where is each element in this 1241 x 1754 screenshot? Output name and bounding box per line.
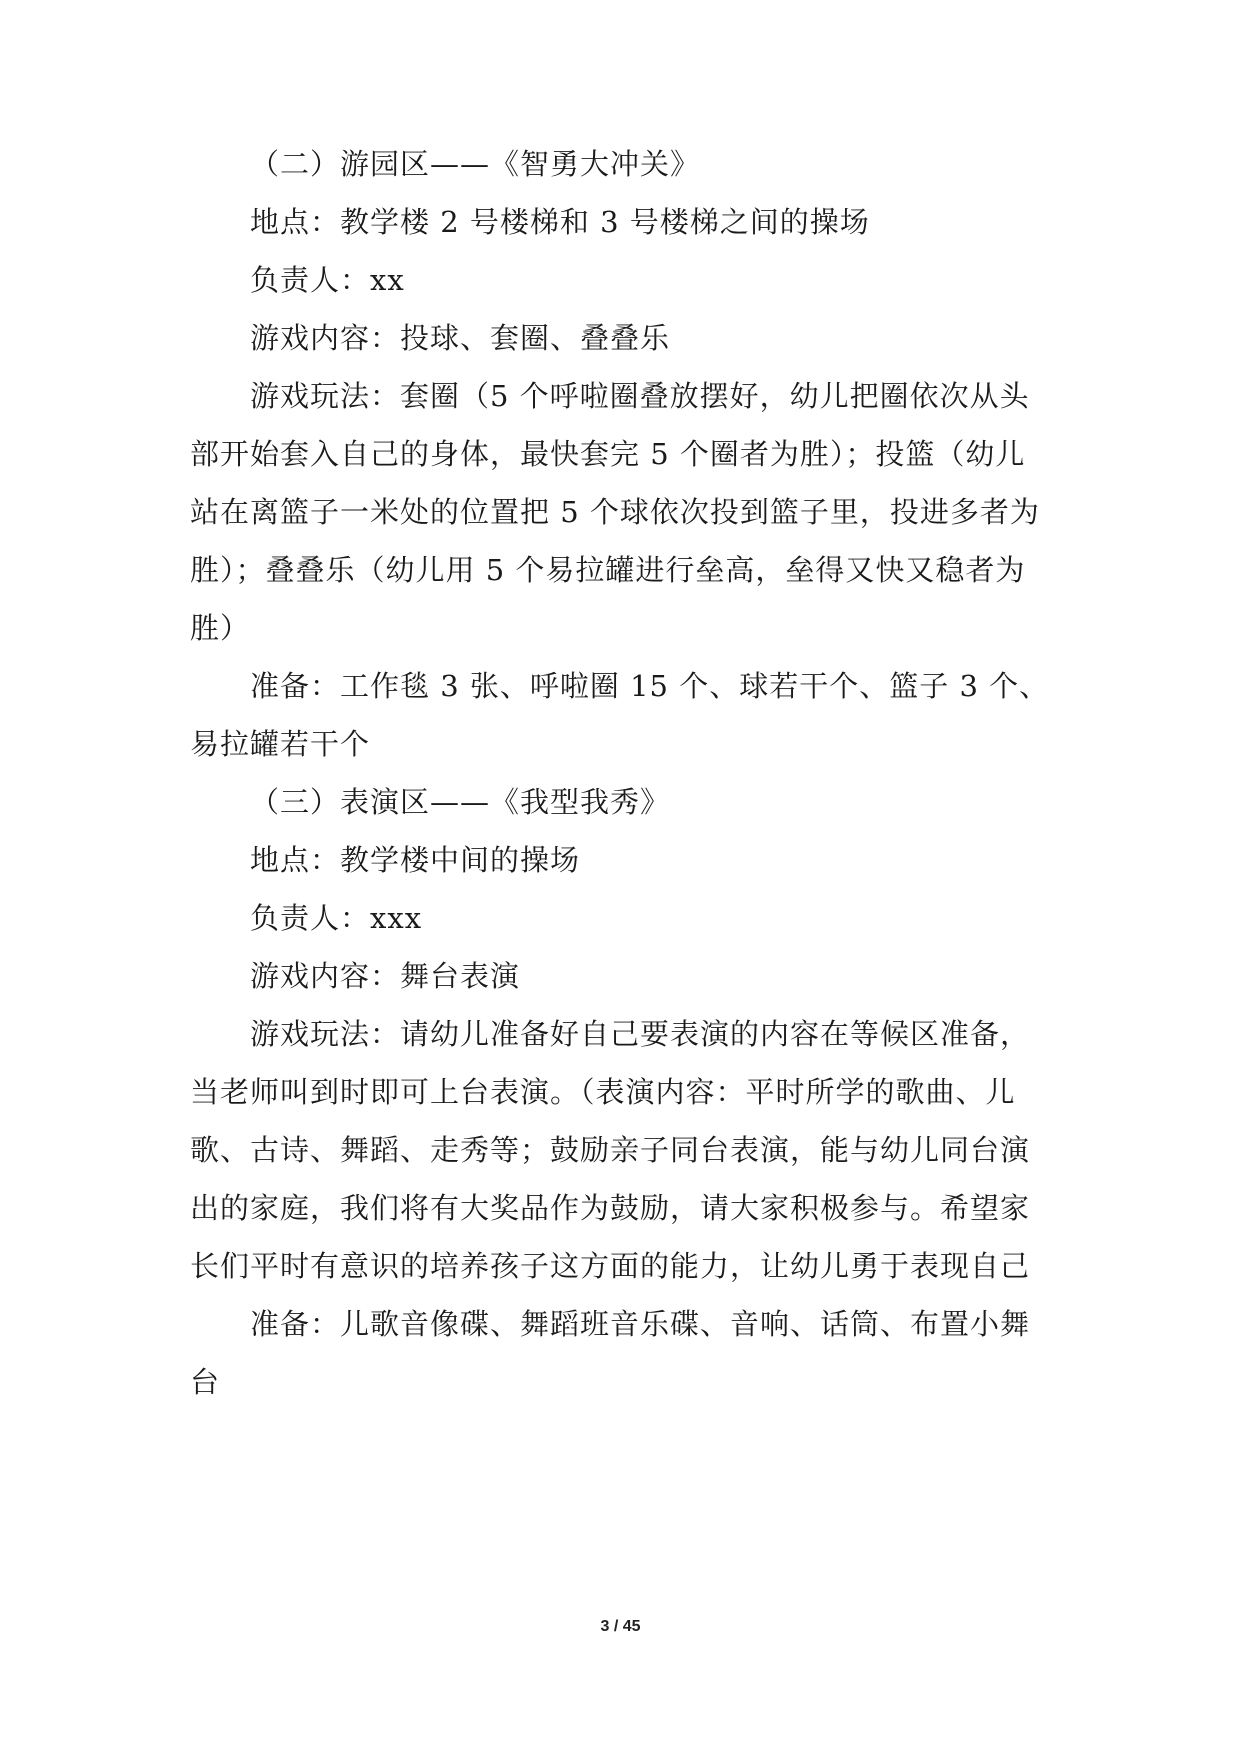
paragraph-line: 长们平时有意识的培养孩子这方面的能力，让幼儿勇于表现自己: [190, 1249, 1031, 1283]
paragraph-line: 游戏玩法：请幼儿准备好自己要表演的内容在等候区准备，: [250, 1017, 1031, 1051]
paragraph-line: 出的家庭，我们将有大奖品作为鼓励，请大家积极参与。希望家: [190, 1191, 1031, 1225]
paragraph-line: 准备：儿歌音像碟、舞蹈班音乐碟、音响、话筒、布置小舞: [250, 1307, 1031, 1341]
paragraph-line: 地点：教学楼 2 号楼梯和 3 号楼梯之间的操场: [250, 205, 870, 239]
paragraph-line: 歌、古诗、舞蹈、走秀等；鼓励亲子同台表演，能与幼儿同台演: [190, 1133, 1031, 1167]
paragraph-line: 部开始套入自己的身体，最快套完 5 个圈者为胜）；投篮（幼儿: [190, 437, 1026, 471]
paragraph-line: 地点：教学楼中间的操场: [250, 843, 581, 877]
paragraph-line: 准备：工作毯 3 张、呼啦圈 15 个、球若干个、篮子 3 个、: [250, 669, 1050, 703]
section-heading-garden: （二）游园区——《智勇大冲关》: [250, 147, 701, 181]
paragraph-line: 游戏内容：投球、套圈、叠叠乐: [250, 321, 671, 355]
paragraph-line: 易拉罐若干个: [190, 727, 371, 761]
paragraph-line: 站在离篮子一米处的位置把 5 个球依次投到篮子里，投进多者为: [190, 495, 1040, 529]
paragraph-line: 游戏玩法：套圈（5 个呼啦圈叠放摆好，幼儿把圈依次从头: [250, 379, 1030, 413]
section-heading-performance: （三）表演区——《我型我秀》: [250, 785, 671, 819]
paragraph-line: 游戏内容：舞台表演: [250, 959, 521, 993]
paragraph-line: 负责人：xx: [250, 263, 405, 297]
paragraph-line: 负责人：xxx: [250, 901, 423, 935]
paragraph-line: 胜）: [190, 611, 251, 645]
paragraph-line: 胜）；叠叠乐（幼儿用 5 个易拉罐进行垒高，垒得又快又稳者为: [190, 553, 1026, 587]
paragraph-line: 当老师叫到时即可上台表演。（表演内容：平时所学的歌曲、儿: [190, 1075, 1016, 1109]
page-number: 3 / 45: [600, 1618, 641, 1635]
paragraph-line: 台: [190, 1365, 221, 1399]
